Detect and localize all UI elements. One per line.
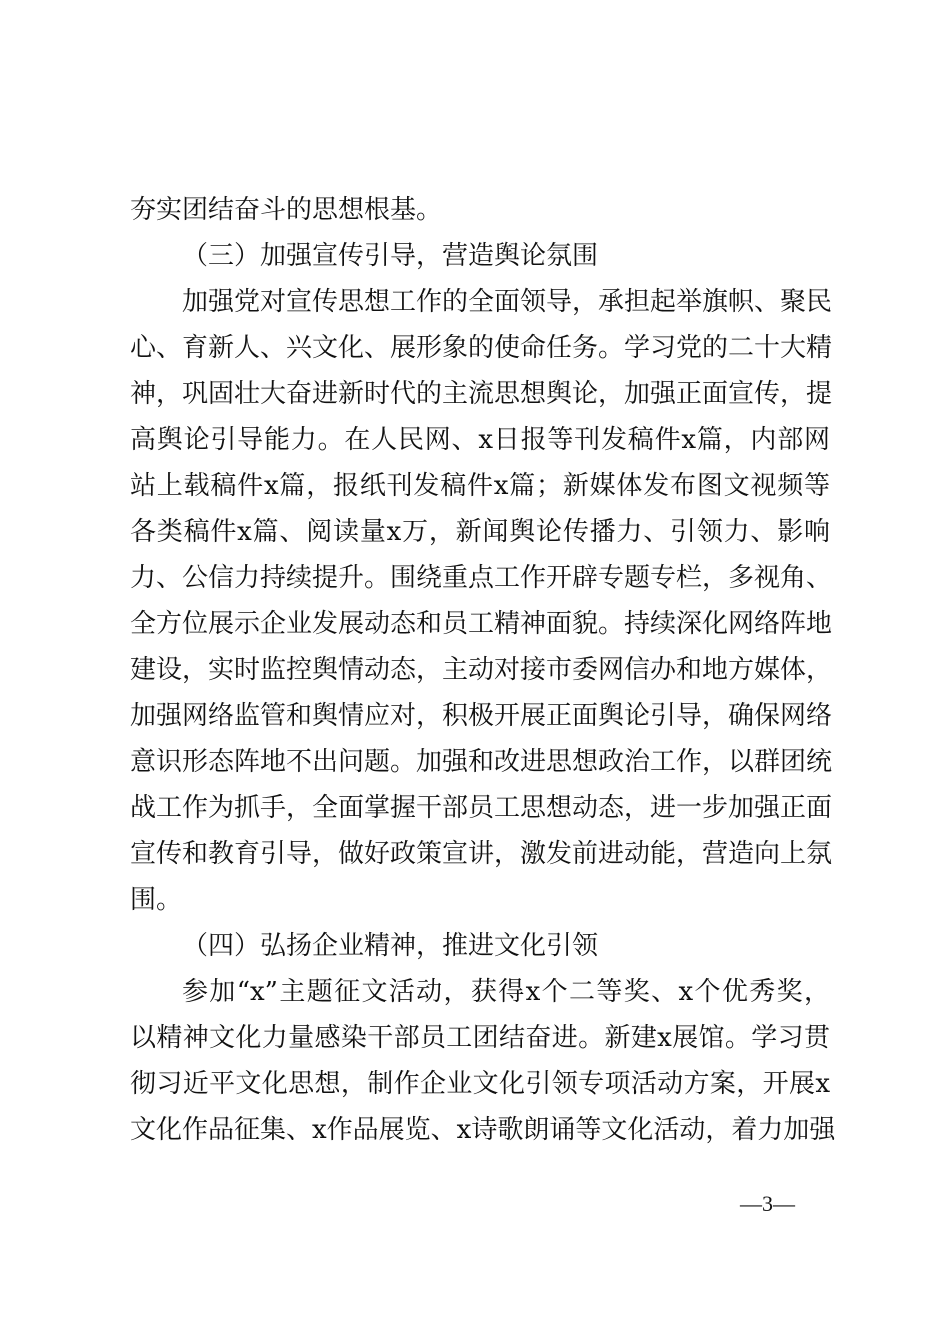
text-line: 力、公信力持续提升。围绕重点工作开辟专题专栏，多视角、 [130,563,833,593]
paragraph [130,187,830,233]
paragraph [130,969,836,1153]
text-line: （三）加强宣传引导，营造舆论氛围 [182,241,599,271]
text-line: 宣传和教育引导，做好政策宣讲，激发前进动能，营造向上氛 [130,839,833,869]
text-line: 加强党对宣传思想工作的全面领导，承担起举旗帜、聚民 [182,287,833,317]
text-line: （四）弘扬企业精神，推进文化引领 [182,931,599,961]
page-number: —3— [740,1191,795,1216]
text-line: 神，巩固壮大奋进新时代的主流思想舆论，加强正面宣传，提 [130,379,833,409]
text-line: 参加“x”主题征文活动，获得x个二等奖、x个优秀奖， [182,977,830,1007]
text-line: 文化作品征集、x作品展览、x诗歌朗诵等文化活动，着力加强 [130,1115,836,1145]
text-line: 围。 [130,885,183,915]
text-line: 彻习近平文化思想，制作企业文化引领专项活动方案，开展x [130,1069,830,1099]
text-line: 心、育新人、兴文化、展形象的使命任务。学习党的二十大精 [130,333,833,363]
text-line: 全方位展示企业发展动态和员工精神面貌。持续深化网络阵地 [130,609,833,639]
section-heading [130,923,830,969]
text-line: 战工作为抓手，全面掌握干部员工思想动态，进一步加强正面 [130,793,833,823]
text-line: 高舆论引导能力。在人民网、x日报等刊发稿件x篇，内部网 [130,425,830,455]
document-body [130,187,836,1153]
paragraph [130,279,833,923]
section-heading [130,233,830,279]
text-line: 站上载稿件x篇，报纸刊发稿件x篇；新媒体发布图文视频等 [130,471,830,501]
text-line: 以精神文化力量感染干部员工团结奋进。新建x展馆。学习贯 [130,1023,830,1053]
text-line: 意识形态阵地不出问题。加强和改进思想政治工作，以群团统 [130,747,833,777]
text-line: 建设，实时监控舆情动态，主动对接市委网信办和地方媒体， [130,655,833,685]
text-line: 加强网络监管和舆情应对，积极开展正面舆论引导，确保网络 [130,701,833,731]
text-line: 各类稿件x篇、阅读量x万，新闻舆论传播力、引领力、影响 [130,517,830,547]
text-line: 夯实团结奋斗的思想根基。 [130,195,443,225]
